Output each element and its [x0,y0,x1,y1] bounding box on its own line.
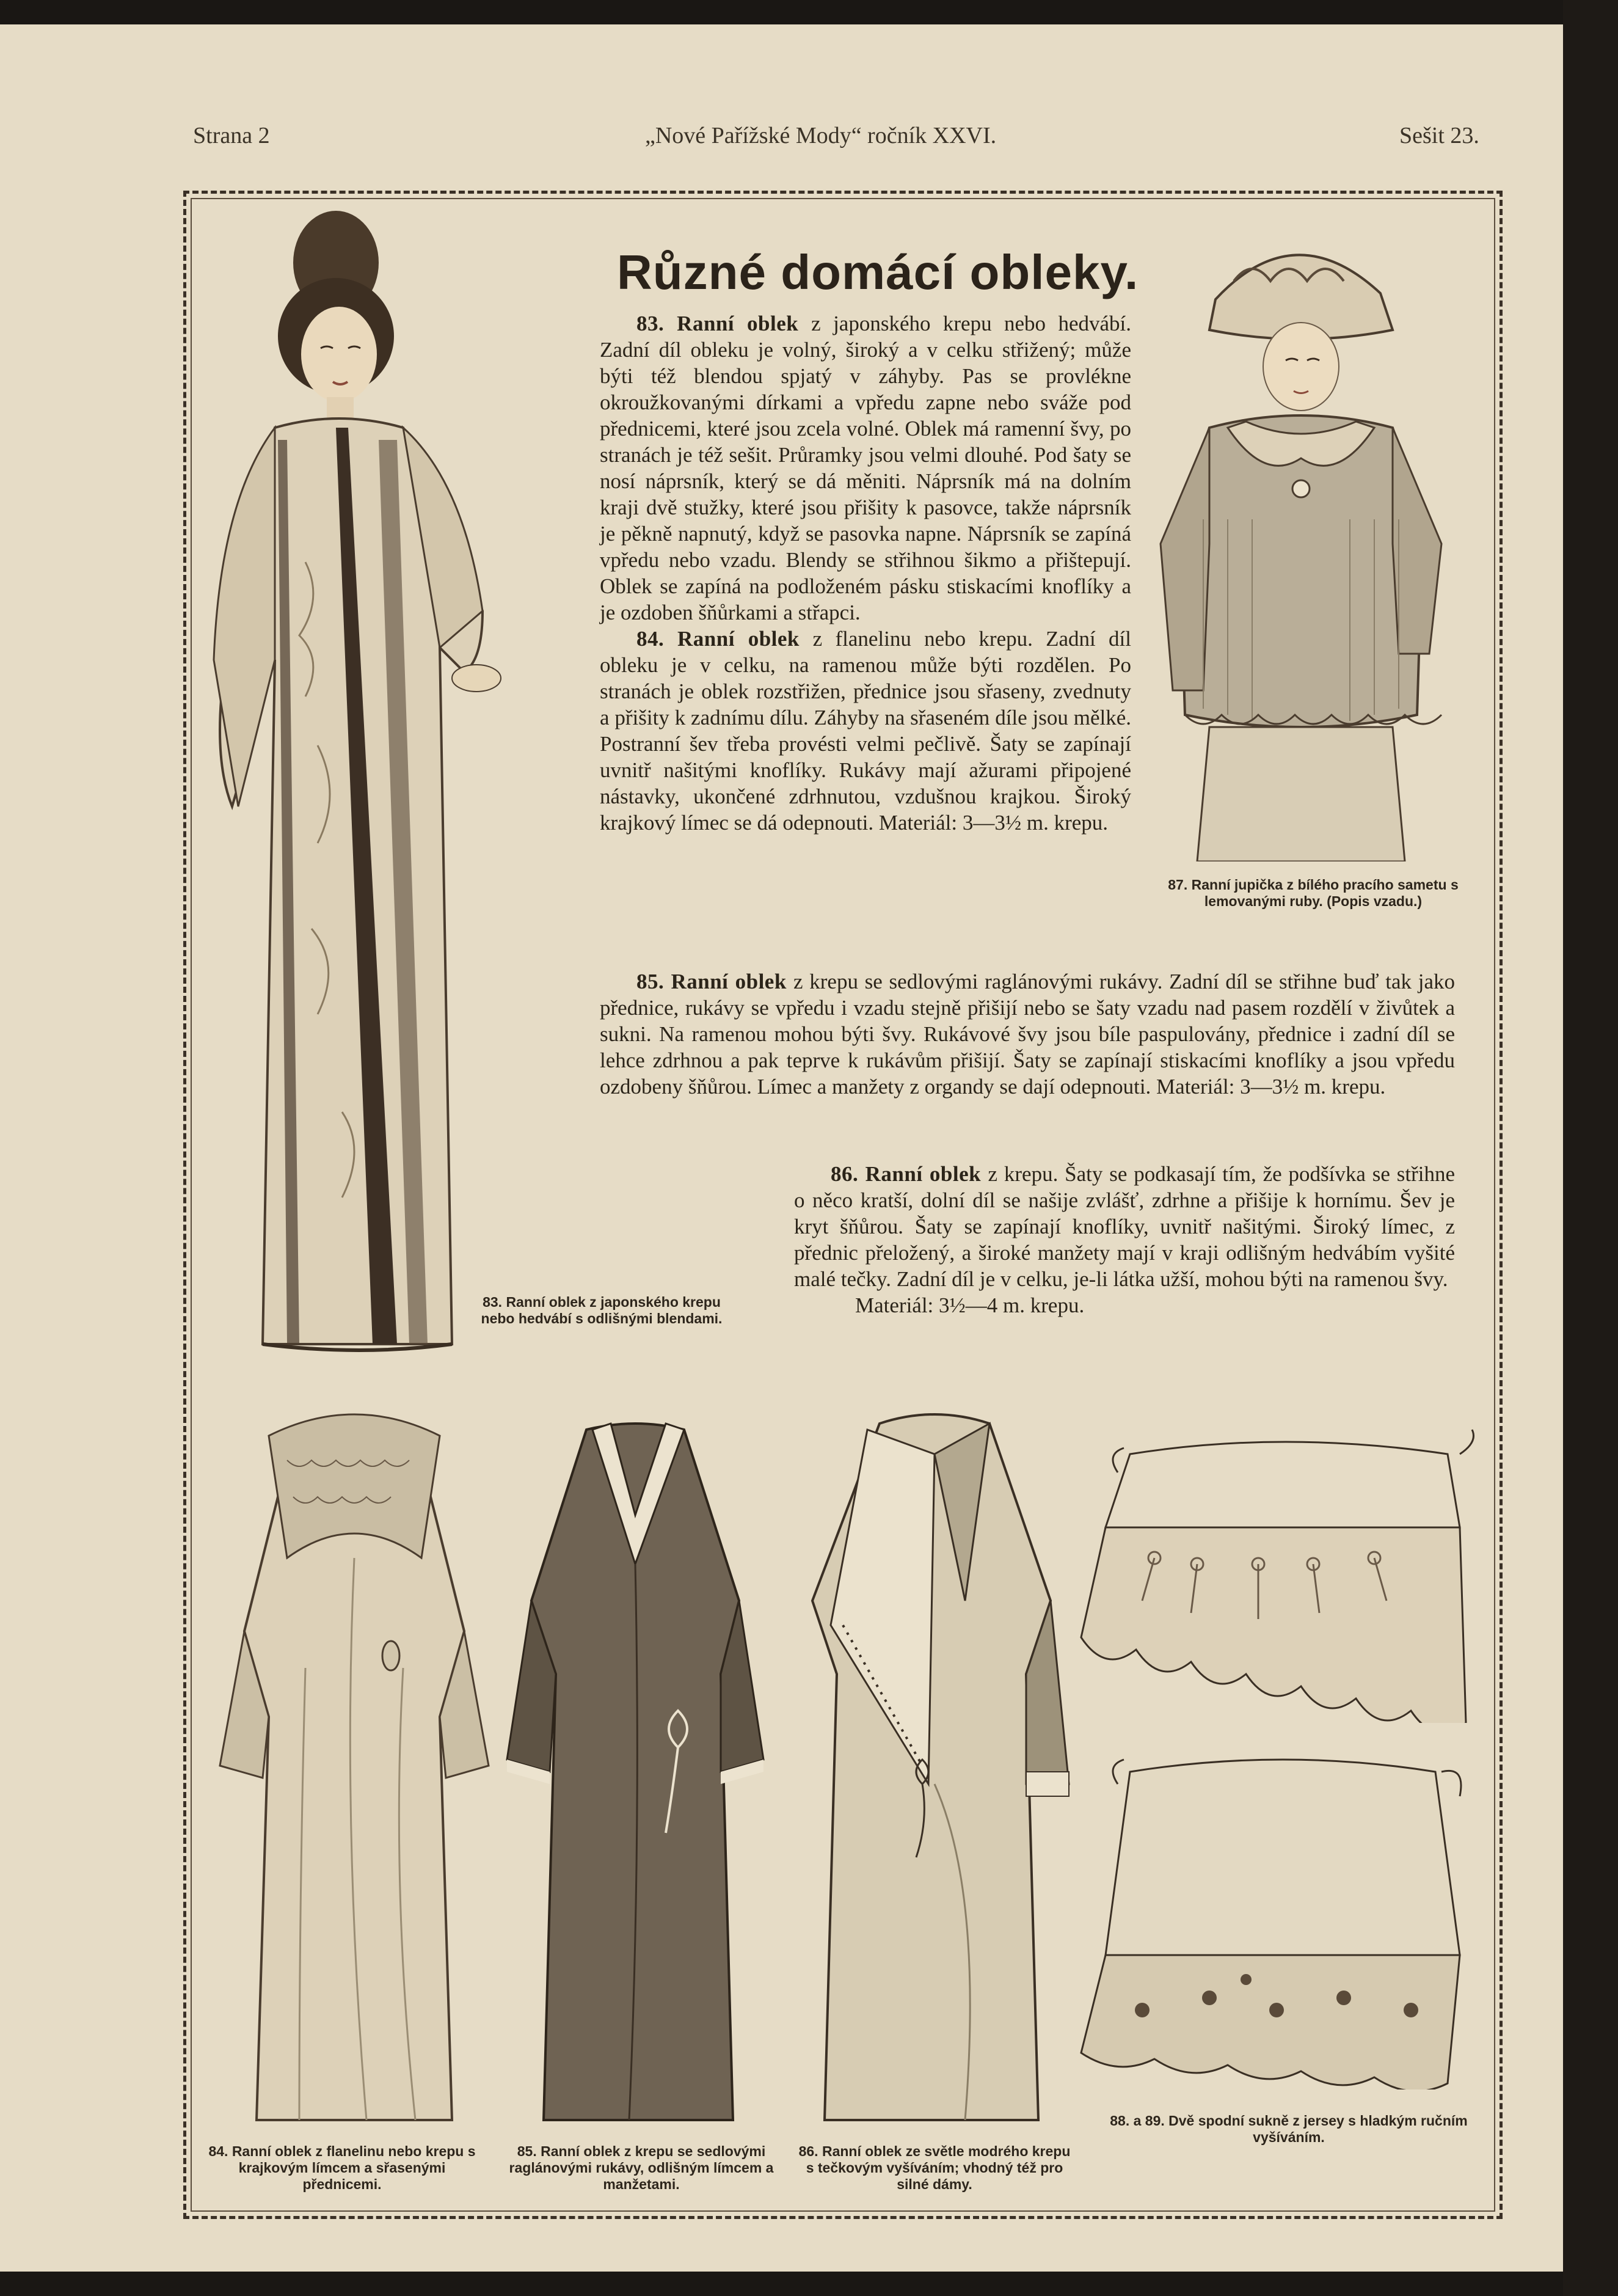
scan-border-right [1563,0,1618,2296]
article-84-number: 84. [636,627,678,651]
article-86-material: Materiál: 3½—4 m. krepu. [855,1293,1085,1317]
article-86-number: 86. [831,1162,865,1186]
article-86 [794,1161,1455,1292]
article-86-heading: Ranní oblek [865,1162,988,1186]
article-column-middle [600,968,1455,1100]
caption-87: 87. Ranní jupička z bílého pracího sametu s lemovanými ruby. (Popis vzadu.) [1168,877,1459,909]
figure-84-robe-illustration [208,1399,501,2132]
article-title: Různé domácí obleky. [617,245,1139,299]
figure-87-jacket-illustration [1136,226,1478,861]
article-84-text: z flanelinu nebo krepu. Zadní díl obleku je v celku, na ramenou může býti rozdělen. Po stranách je oblek rozstřižen, přednice jsou sřaseny, zvednuty a přišity k zadnímu dílu. Záhyby na sřaseném díle jsou mělké. Postranní šev třeba provésti velmi pečlivě. Šaty se zapínají uvnitř našitými knoflíky. Rukávy mají ažurami připojené nástavky, ukončené zdrhnutou, vzdušnou krajkou. Široký krajkový límec se dá odepnouti. Materiál: 3—3½ m. krepu. [600,627,1131,835]
figure-83-kimono-illustration [195,196,586,1369]
scan-border-top [0,0,1618,24]
article-83-text: z japonského krepu nebo hedvábí. Zadní díl obleku je volný, široký a v celku střižený; může býti též blendou spjatý v záhyby. Pas se provlékne okroužkovanými dírkami a vpředu zapne nebo sváže pod přednicemi, které jsou zcela volné. Oblek má ramenní švy, po stranách je též sešit. Průramky jsou velmi dlouhé. Pod šaty se nosí náprsník, který se dá měniti. Náprsník má na dolním kraji dvě stužky, které jsou přišity k pasovce, takže náprsník je pěkně napnutý, když se pasovka napne. Náprsník se zapíná vpředu nebo vzadu. Blendy se střihnou šikmo a přištepují. Oblek se zapíná na podloženém pásku stiskacími knoflíky a je ozdoben šňůrkami a střapci. [600,312,1132,624]
caption-83: 83. Ranní oblek z japonského krepu nebo hedvábí s odlišnými blendami. [481,1294,723,1326]
article-column-bottom [794,1161,1455,1318]
article-84 [600,626,1131,836]
article-column-top [600,310,1131,836]
figure-86-robe-illustration [782,1405,1075,2132]
article-85 [600,968,1455,1100]
caption-86: 86. Ranní oblek ze světle modrého krepu s tečkovým vyšíváním; vhodný též pro silné dámy. [798,2143,1071,2192]
magazine-title: „Nové Pařížské Mody“ ročník XXVI. [645,123,997,148]
scan-border-bottom [0,2272,1618,2296]
caption-88-89: 88. a 89. Dvě spodní sukně z jersey s hladkým ručním vyšíváním. [1110,2113,1468,2145]
article-86-text: z krepu. Šaty se podkasají tím, že podšívka se střihne o něco kratší, dolní díl se našije zvlášť, zdrhne a přišije k hornímu. Šev je kryt šňůrou. Šaty se zapínají knoflíky, uvnitř našitými. Široký límec, z přednic přeložený, a široké manžety mají v kraji odlišným hedvábím vyšité malé tečky. Zadní díl je v celku, je-li látka užší, mohou býti na ramenou švy. [794,1162,1456,1291]
article-83-number: 83. [636,312,677,335]
article-83-heading: Ranní oblek [677,312,812,335]
figure-85-robe-illustration [501,1417,770,2132]
page-header [193,122,1494,159]
article-83 [600,310,1131,626]
article-85-heading: Ranní oblek [671,970,794,993]
page-number: Strana 2 [193,123,270,148]
caption-84: 84. Ranní oblek z flanelinu nebo krepu s krajkovým límcem a sřasenými přednicemi. [208,2143,476,2192]
article-84-heading: Ranní oblek [677,627,813,651]
figure-89-petticoat-illustration [1069,1747,1496,2089]
caption-85: 85. Ranní oblek z krepu se sedlovými raglánovými rukávy, odlišným límcem a manžetami. [509,2143,774,2192]
article-85-number: 85. [636,970,671,993]
figure-88-petticoat-illustration [1069,1417,1496,1723]
issue-number: Sešit 23. [1399,123,1479,148]
article-85-text: z krepu se sedlovými raglánovými rukávy. Zadní díl se střihne buď tak jako přednice, rukávy se vpředu i vzadu stejně přišijí nebo se šaty vzadu nad pasem rozdělí v živůtek a sukni. Na ramenou mohou býti švy. Rukávové švy jsou bíle paspulovány, přednice i zadní díl se lehce zdrhnou a pak teprve k rukávům přišijí. Šaty se zapínají stiskacími knoflíky a jsou vpředu ozdobeny šňůrou. Límec a manžety z organdy se dají odepnouti. Materiál: 3—3½ m. krepu. [600,970,1456,1099]
